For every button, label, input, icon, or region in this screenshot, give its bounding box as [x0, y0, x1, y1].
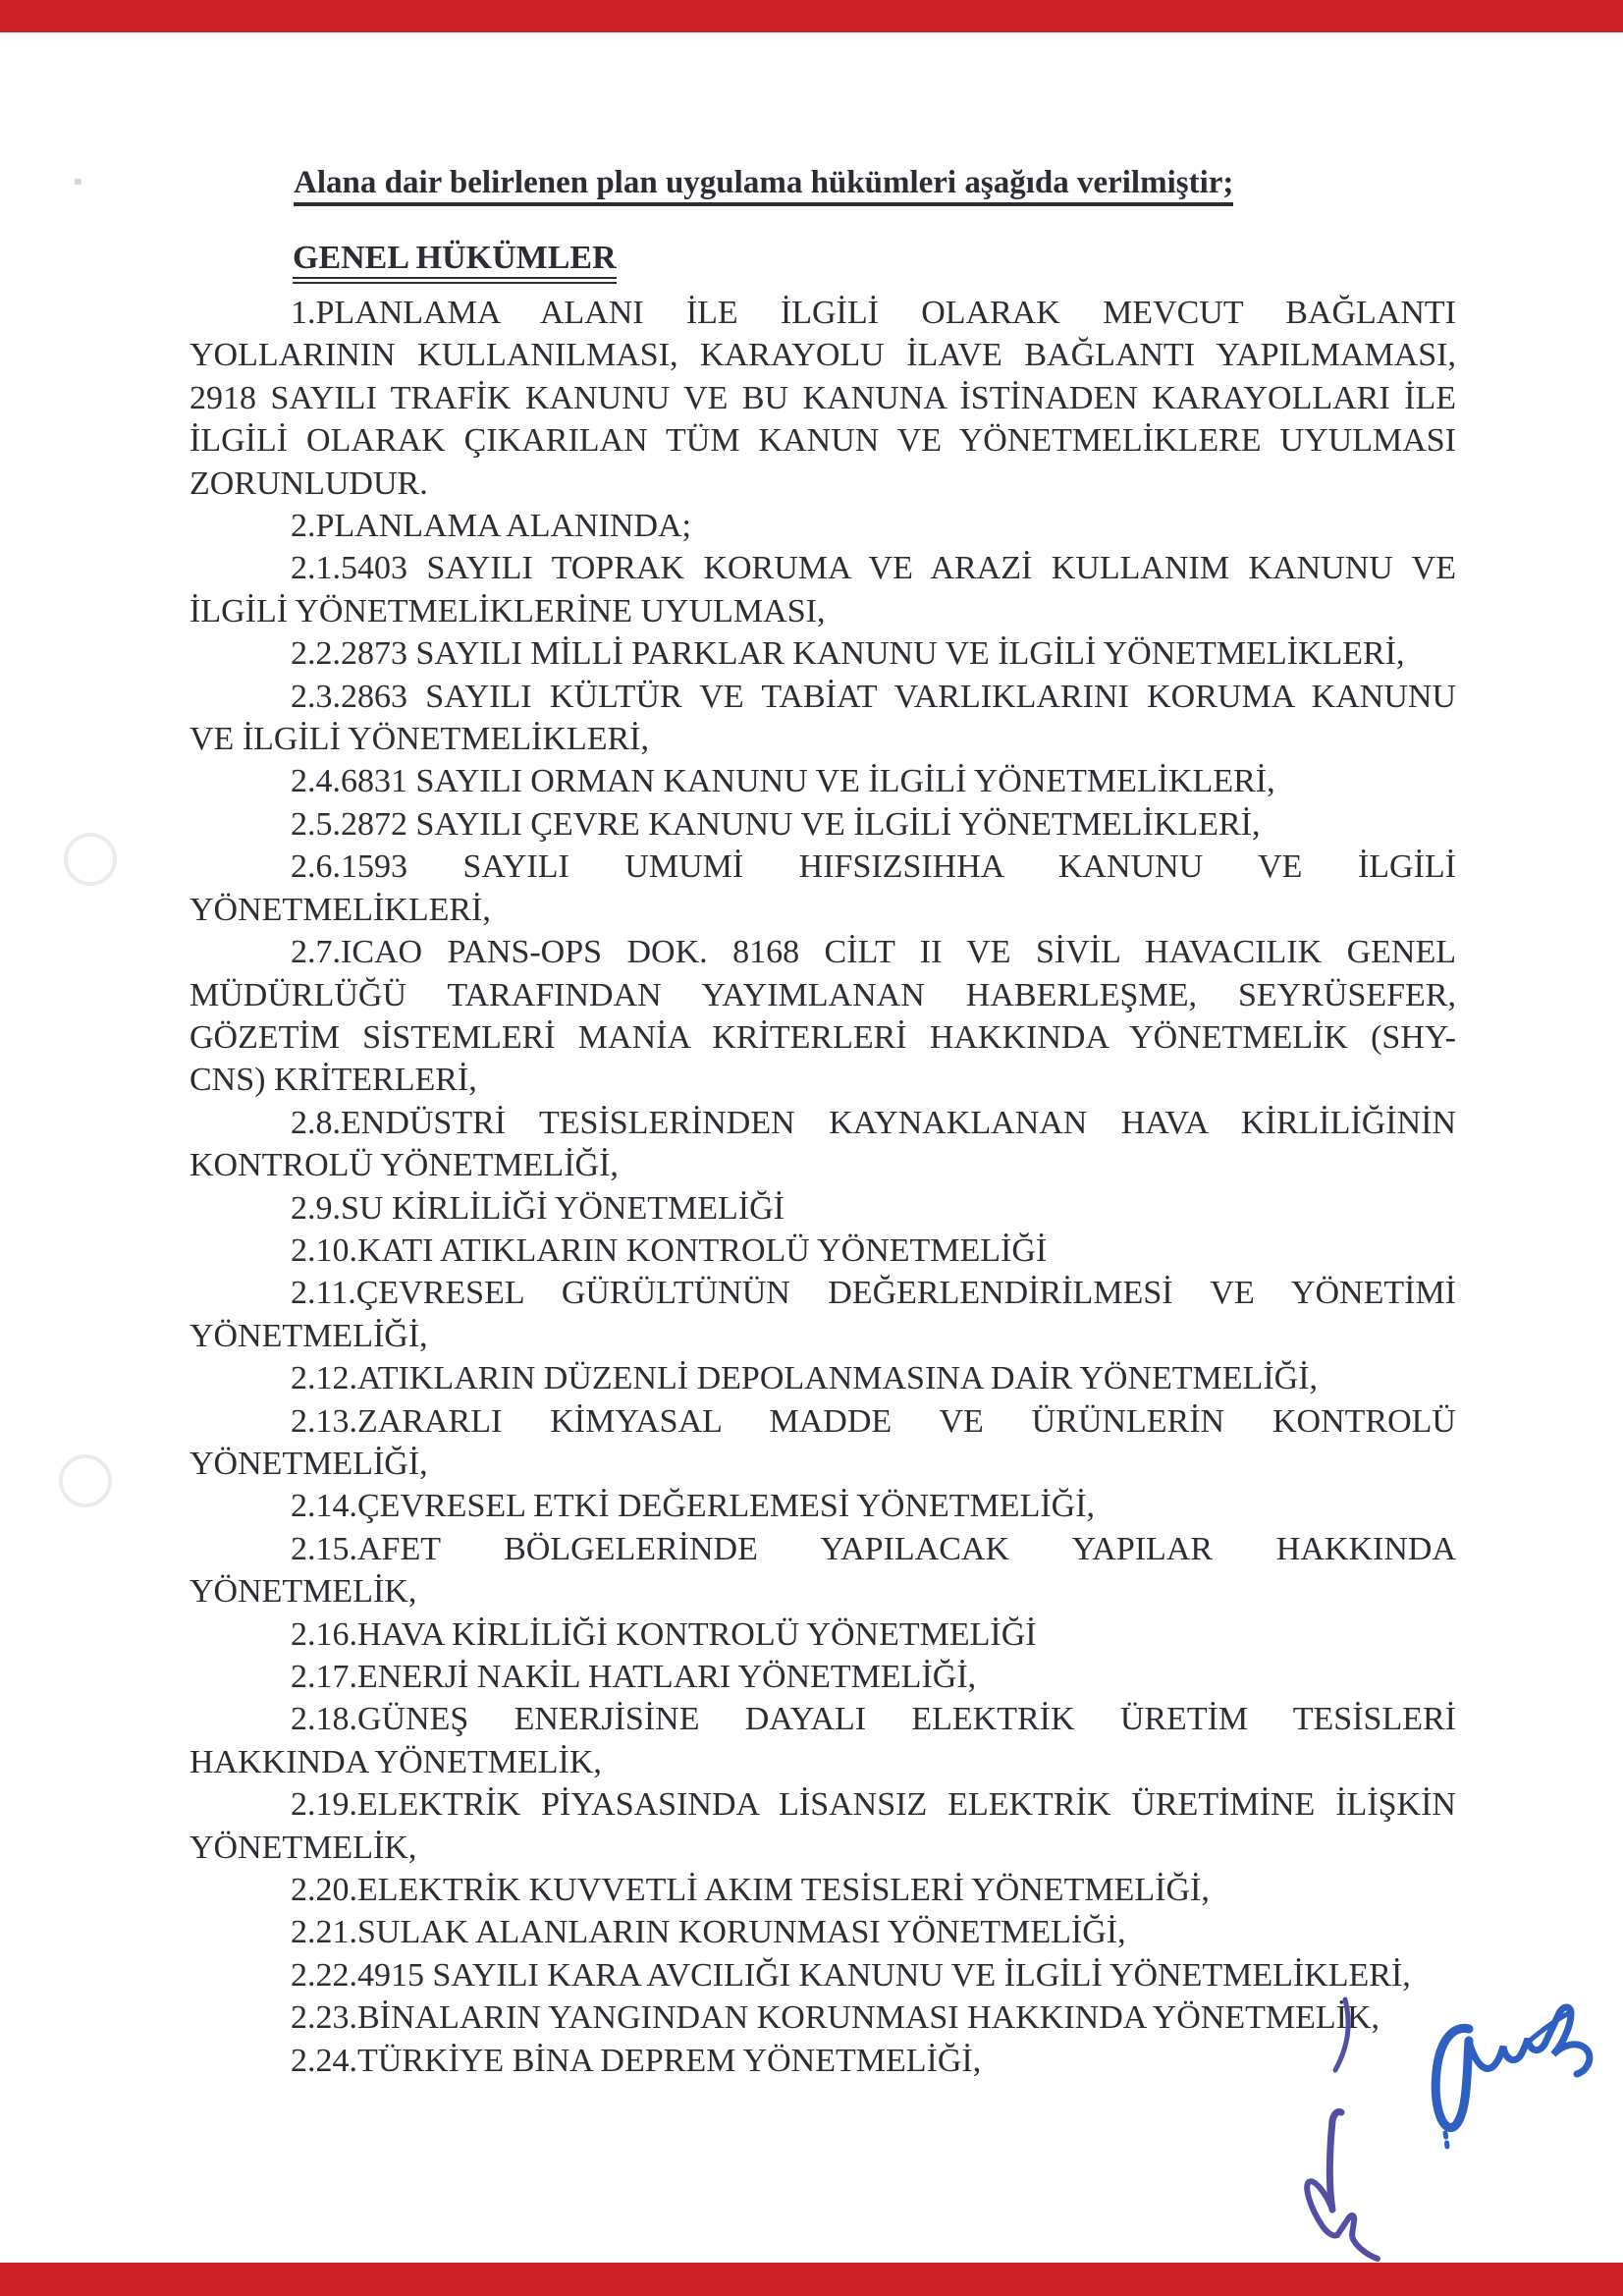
document-line: 2.9.SU KİRLİLİĞİ YÖNETMELİĞİ [291, 1189, 784, 1227]
dust-speck [75, 179, 81, 185]
document-line: CNS) KRİTERLERİ, [189, 1062, 477, 1099]
document-line: MÜDÜRLÜĞÜ TARAFINDAN YAYIMLANAN HABERLEŞME, SEYRÜSEFER, [189, 976, 1456, 1013]
document-line: 2.17.ENERJİ NAKİL HATLARI YÖNETMELİĞİ, [291, 1659, 977, 1695]
signatures-overlay [1276, 1984, 1623, 2296]
document-line: 2.16.HAVA KİRLİLİĞİ KONTROLÜ YÖNETMELİĞİ [291, 1615, 1037, 1653]
document-line: 2.19.ELEKTRİK PİYASASINDA LİSANSIZ ELEKTRİK ÜRETİMİNE İLİŞKİN [291, 1786, 1456, 1824]
document-line: 2.13.ZARARLI KİMYASAL MADDE VE ÜRÜNLERİN KONTROLÜ [291, 1402, 1456, 1440]
punch-hole-lower [59, 1454, 112, 1507]
document-line: 2.1.5403 SAYILI TOPRAK KORUMA VE ARAZİ KULLANIM KANUNU VE [291, 550, 1456, 587]
document-line: İLGİLİ YÖNETMELİKLERİNE UYULMASI, [189, 592, 826, 629]
section-heading-text: GENEL HÜKÜMLER [293, 240, 617, 284]
document-line: ZORUNLUDUR. [189, 465, 428, 502]
document-line: 2.7.ICAO PANS-OPS DOK. 8168 CİLT II VE SİVİL HAVACILIK GENEL [291, 934, 1456, 971]
document-line: 2.18.GÜNEŞ ENERJİSİNE DAYALI ELEKTRİK ÜRETİM TESİSLERİ [291, 1701, 1456, 1738]
document-line: 2.4.6831 SAYILI ORMAN KANUNU VE İLGİLİ YÖNETMELİKLERİ, [291, 763, 1275, 800]
document-line: 1.PLANLAMA ALANI İLE İLGİLİ OLARAK MEVCUT BAĞLANTI [291, 295, 1456, 331]
document-line: KONTROLÜ YÖNETMELİĞİ, [189, 1147, 619, 1184]
document-content [189, 0, 1456, 2082]
punch-hole-upper [64, 833, 117, 886]
document-line: 2.10.KATI ATIKLARIN KONTROLÜ YÖNETMELİĞİ [291, 1231, 1048, 1269]
signature-left-icon [1307, 2111, 1378, 2259]
document-line: 2.20.ELEKTRİK KUVVETLİ AKIM TESİSLERİ YÖNETMELİĞİ, [291, 1872, 1210, 1909]
document-line: 2.21.SULAK ALANLARIN KORUNMASI YÖNETMELİĞİ, [291, 1914, 1126, 1951]
document-line: YÖNETMELİK, [189, 1829, 417, 1866]
pen-stroke-icon [1335, 1999, 1348, 2070]
document-line: 2.24.TÜRKİYE BİNA DEPREM YÖNETMELİĞİ, [291, 2042, 982, 2079]
document-line: 2918 SAYILI TRAFİK KANUNU VE BU KANUNA İSTİNADEN KARAYOLLARI İLE [189, 379, 1456, 416]
signature-right-icon [1435, 2007, 1590, 2149]
document-line: YÖNETMELİĞİ, [189, 1317, 428, 1354]
document-line: 2.6.1593 SAYILI UMUMİ HIFSIZSIHHA KANUNU VE İLGİLİ [291, 848, 1456, 886]
document-line: HAKKINDA YÖNETMELİK, [189, 1743, 602, 1780]
document-line: 2.11.ÇEVRESEL GÜRÜLTÜNÜN DEĞERLENDİRİLMESİ VE YÖNETİMİ [291, 1275, 1456, 1312]
document-line: GÖZETİM SİSTEMLERİ MANİA KRİTERLERİ HAKKINDA YÖNETMELİK (SHY- [189, 1018, 1456, 1056]
document-line: 2.5.2872 SAYILI ÇEVRE KANUNU VE İLGİLİ YÖNETMELİKLERİ, [291, 805, 1261, 843]
document-line: 2.3.2863 SAYILI KÜLTÜR VE TABİAT VARLIKLARINI KORUMA KANUNU [291, 678, 1456, 715]
document-line: 2.PLANLAMA ALANINDA; [291, 508, 691, 545]
document-title [189, 163, 1456, 202]
document-line: İLGİLİ OLARAK ÇIKARILAN TÜM KANUN VE YÖNETMELİKLERE UYULMASI [189, 422, 1456, 460]
document-line: VE İLGİLİ YÖNETMELİKLERİ, [189, 721, 649, 758]
document-line: 2.23.BİNALARIN YANGINDAN KORUNMASI HAKKINDA YÖNETMELİK, [291, 1999, 1380, 2037]
document-line: 2.15.AFET BÖLGELERİNDE YAPILACAK YAPILAR HAKKINDA [291, 1530, 1456, 1567]
document-body [189, 292, 1456, 2082]
document-line: YÖNETMELİĞİ, [189, 1445, 428, 1482]
document-line: 2.14.ÇEVRESEL ETKİ DEĞERLEMESİ YÖNETMELİĞİ, [291, 1488, 1096, 1525]
document-title-text: Alana dair belirlenen plan uygulama hükümleri aşağıda verilmiştir; [294, 165, 1233, 206]
document-line: 2.22.4915 SAYILI KARA AVCILIĞI KANUNU VE İLGİLİ YÖNETMELİKLERİ, [291, 1956, 1411, 1994]
document-line: 2.8.ENDÜSTRİ TESİSLERİNDEN KAYNAKLANAN HAVA KİRLİLİĞİNİN [291, 1104, 1456, 1141]
document-line: 2.12.ATIKLARIN DÜZENLİ DEPOLANMASINA DAİR YÖNETMELİĞİ, [291, 1360, 1319, 1397]
document-line: YOLLARININ KULLANILMASI, KARAYOLU İLAVE BAĞLANTI YAPILMAMASI, [189, 337, 1456, 374]
section-heading [189, 239, 1456, 278]
document-line: YÖNETMELİKLERİ, [189, 891, 491, 928]
document-line: 2.2.2873 SAYILI MİLLİ PARKLAR KANUNU VE İLGİLİ YÖNETMELİKLERİ, [291, 635, 1405, 673]
document-line: YÖNETMELİK, [189, 1573, 417, 1611]
